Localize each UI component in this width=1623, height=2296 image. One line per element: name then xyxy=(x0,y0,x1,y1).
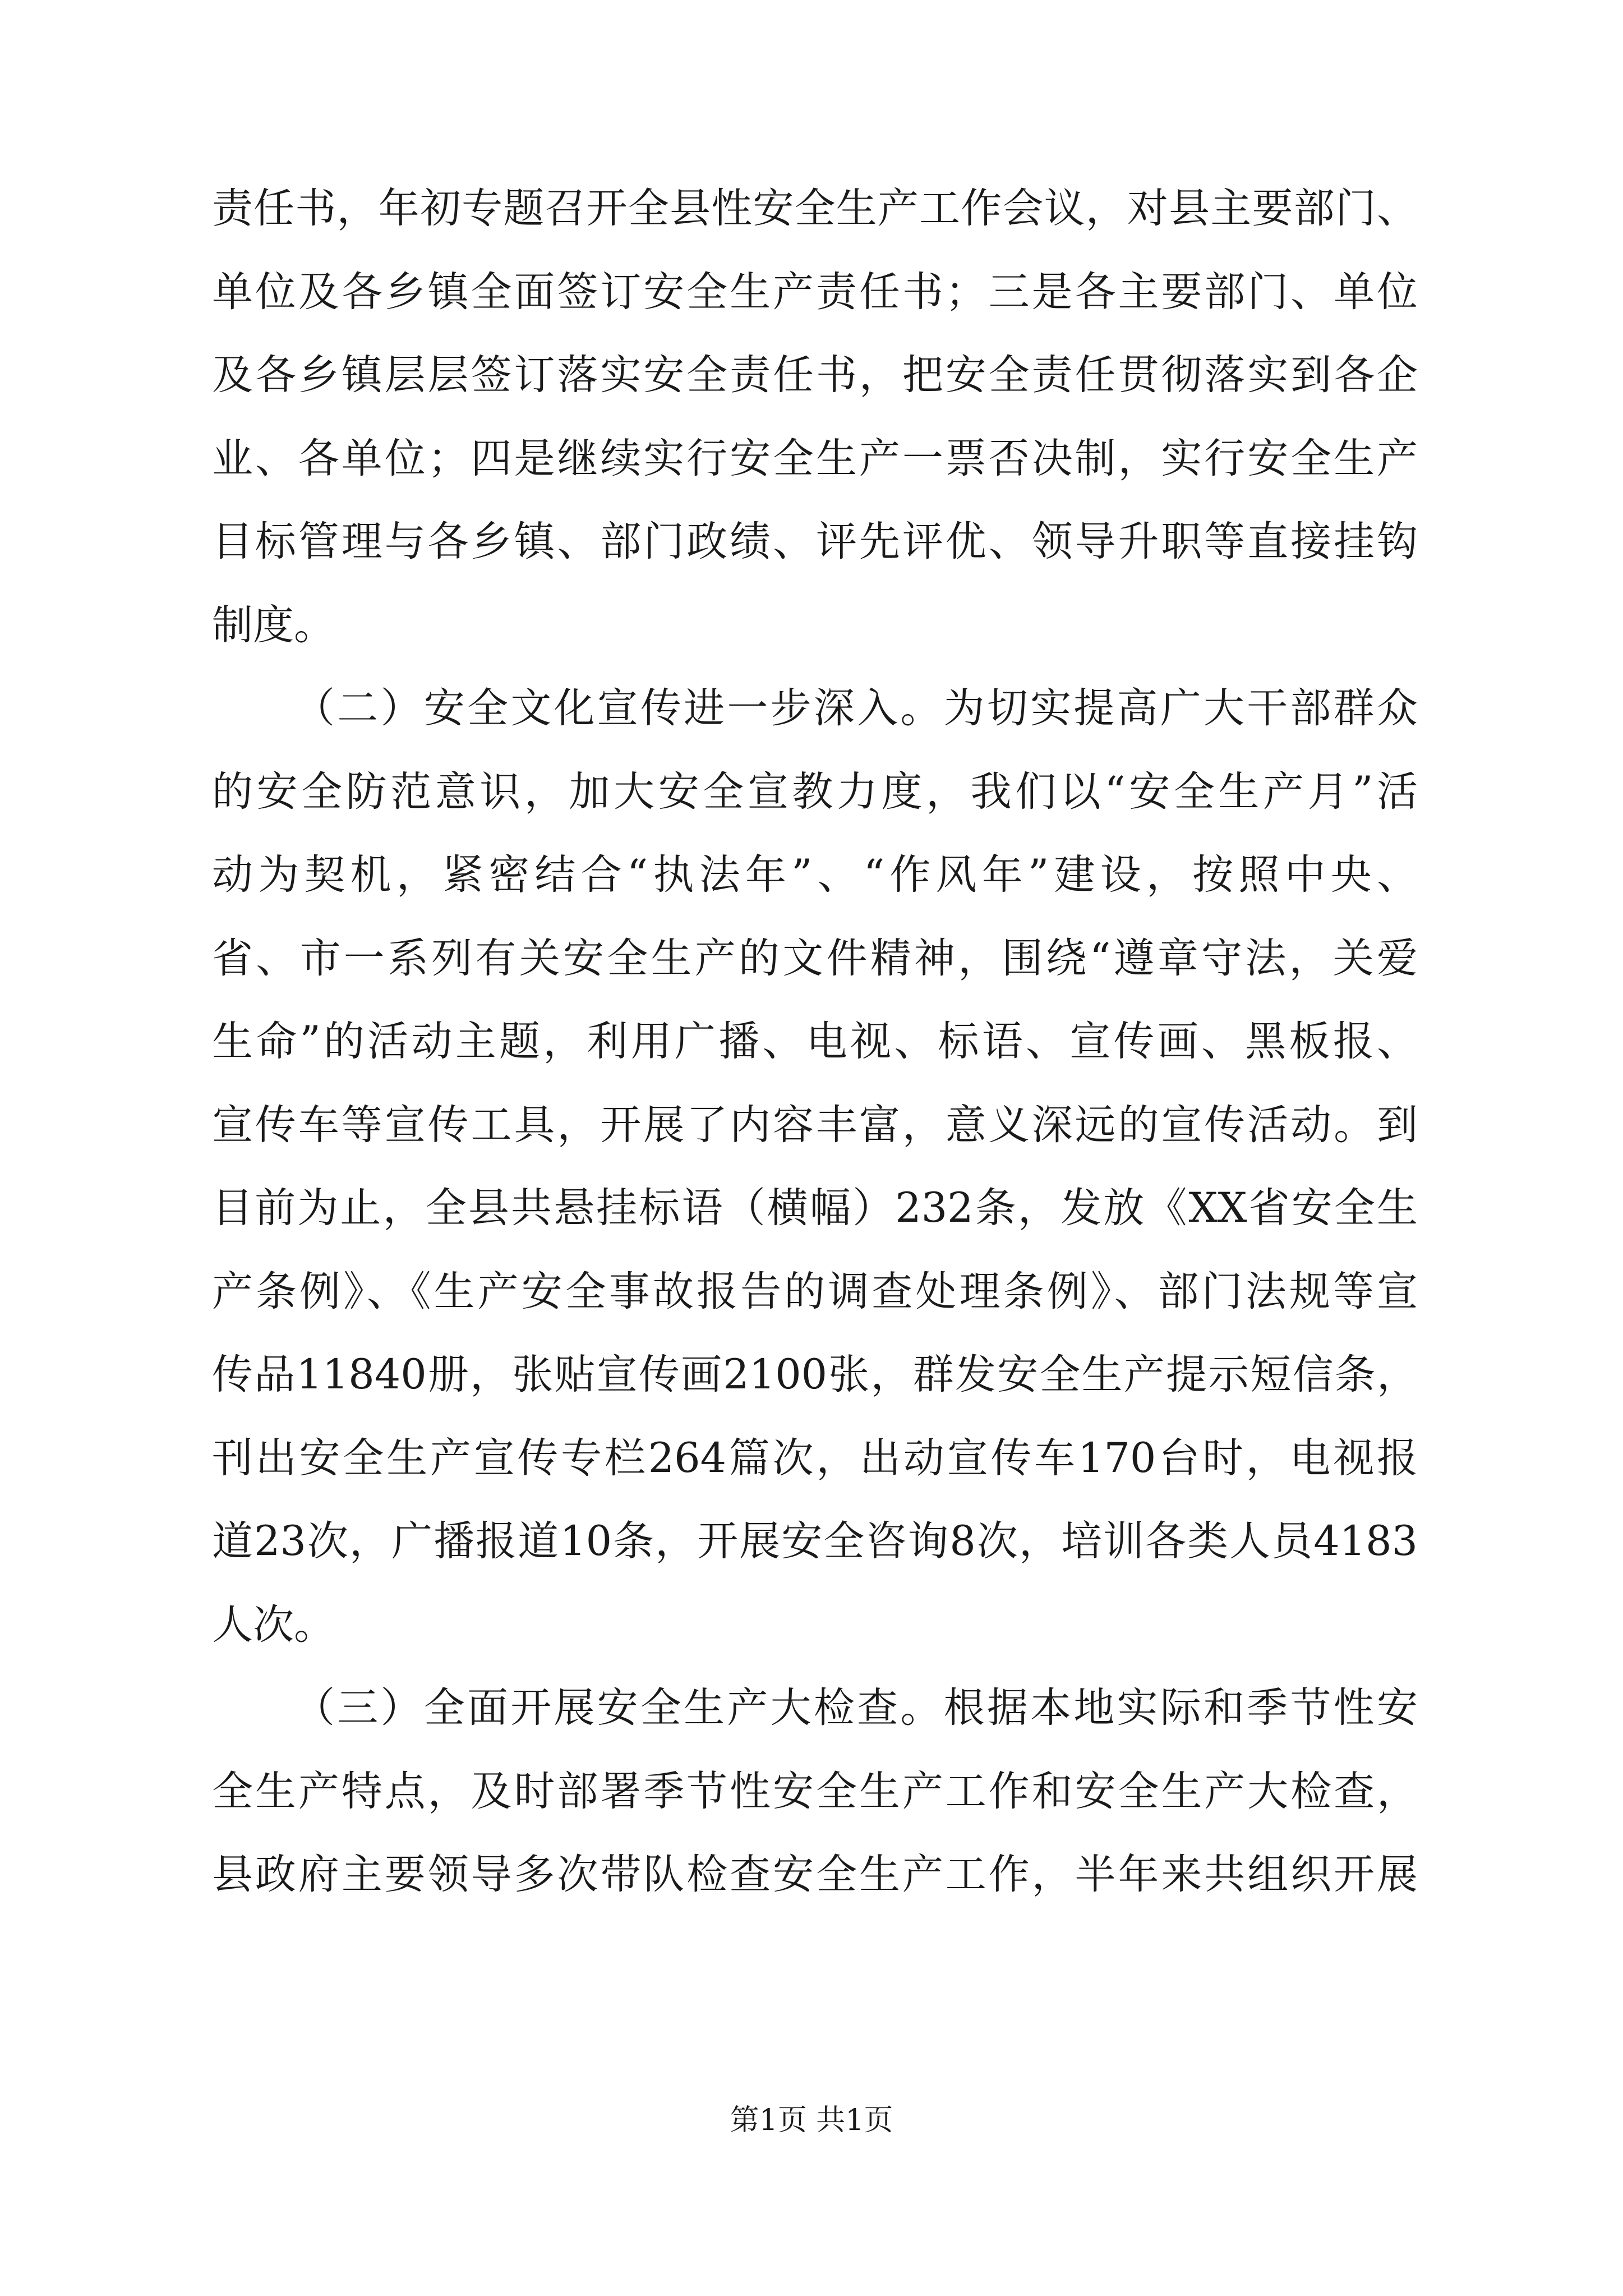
text-line: 责任书，年初专题召开全县性安全生产工作会议，对县主要部门、 xyxy=(212,185,1418,232)
paragraph-3 xyxy=(212,1667,1418,1917)
text-line: 产条例》、《生产安全事故报告的调查处理条例》、部门法规等宣 xyxy=(212,1267,1418,1315)
text-line: 目标管理与各乡镇、部门政绩、评先评优、领导升职等直接挂钩 xyxy=(212,518,1418,565)
text-line: 省、市一系列有关安全生产的文件精神，围绕“遵章守法，关爱 xyxy=(212,934,1418,982)
text-line: （三）全面开展安全生产大检查。根据本地实际和季节性安 xyxy=(294,1684,1418,1732)
text-line: 动为契机，紧密结合“执法年”、“作风年”建设，按照中央、 xyxy=(212,851,1418,899)
text-line: 制度。 xyxy=(212,601,335,649)
text-line: 及各乡镇层层签订落实安全责任书，把安全责任贯彻落实到各企 xyxy=(212,351,1418,399)
text-line: 单位及各乡镇全面签订安全生产责任书；三是各主要部门、单位 xyxy=(212,268,1418,316)
text-line: 刊出安全生产宣传专栏264篇次，出动宣传车170台时，电视报 xyxy=(212,1434,1418,1482)
text-line: 全生产特点，及时部署季节性安全生产工作和安全生产大检查， xyxy=(212,1767,1418,1815)
page-number-label: 第1页 共1页 xyxy=(730,2104,893,2137)
text-line: 宣传车等宣传工具，开展了内容丰富，意义深远的宣传活动。到 xyxy=(212,1101,1418,1149)
text-line: 传品11840册，张贴宣传画2100张，群发安全生产提示短信条， xyxy=(212,1351,1418,1398)
text-line: 生命”的活动主题，利用广播、电视、标语、宣传画、黑板报、 xyxy=(212,1018,1418,1065)
text-line: 目前为止，全县共悬挂标语（横幅）232条，发放《XX省安全生 xyxy=(212,1184,1418,1232)
paragraph-2 xyxy=(212,667,1418,1667)
paragraph-1 xyxy=(212,167,1418,667)
text-line: （二）安全文化宣传进一步深入。为切实提高广大干部群众 xyxy=(294,684,1418,732)
text-line: 人次。 xyxy=(212,1600,335,1649)
text-line: 的安全防范意识，加大安全宣教力度，我们以“安全生产月”活 xyxy=(212,767,1418,816)
text-line: 业、各单位；四是继续实行安全生产一票否决制，实行安全生产 xyxy=(212,434,1418,482)
body-text xyxy=(212,167,1418,1917)
page-footer xyxy=(0,2098,1623,2143)
text-line: 县政府主要领导多次带队检查安全生产工作，半年来共组织开展 xyxy=(212,1851,1418,1898)
text-line: 道23次，广播报道10条，开展安全咨询8次，培训各类人员4183 xyxy=(212,1517,1418,1565)
